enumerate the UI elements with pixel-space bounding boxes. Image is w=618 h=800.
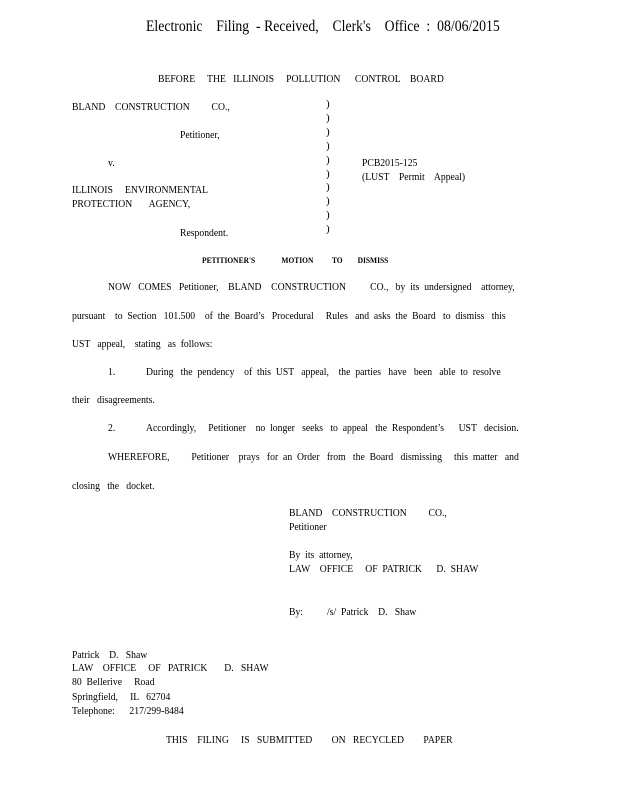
paren-mark: ) xyxy=(326,153,330,166)
paren-mark: ) xyxy=(326,125,330,138)
petitioner-role: Petitioner, xyxy=(180,129,220,141)
signature-party: BLAND CONSTRUCTION CO., xyxy=(289,507,447,519)
paren-mark: ) xyxy=(326,181,330,194)
recycled-paper-footer: THIS FILING IS SUBMITTED ON RECYCLED PAPER xyxy=(166,734,453,746)
case-number: PCB2015-125 xyxy=(362,157,418,169)
signature-by-label: By: xyxy=(289,606,303,618)
case-type: (LUST Permit Appeal) xyxy=(362,171,466,183)
caption-parentheses xyxy=(326,98,336,237)
prayer-line-2: closing the docket. xyxy=(72,480,155,492)
prayer-line-1: WHEREFORE, Petitioner prays for an Order from the Board dismissing this matter and xyxy=(108,451,519,463)
paren-mark: ) xyxy=(326,223,330,236)
versus: v. xyxy=(108,157,115,169)
signature-by-attorney: By its attorney, xyxy=(289,549,353,561)
petitioner-name: BLAND CONSTRUCTION CO., xyxy=(72,101,230,113)
filing-header: Electronic Filing - Received, Clerk's Office : 08/06/2015 xyxy=(146,18,500,35)
contact-phone: Telephone: 217/299-8484 xyxy=(72,705,184,717)
respondent-name-line1: ILLINOIS ENVIRONMENTAL xyxy=(72,184,209,196)
paren-mark: ) xyxy=(326,167,330,180)
contact-city: Springfield, IL 62704 xyxy=(72,691,171,703)
respondent-role: Respondent. xyxy=(180,227,229,239)
item-1-line-1: During the pendency of this UST appeal, the parties have been able to resolve xyxy=(146,366,501,378)
signature-role: Petitioner xyxy=(289,521,327,533)
item-1-line-2: their disagreements. xyxy=(72,394,155,406)
contact-street: 80 Bellerive Road xyxy=(72,676,155,688)
paren-mark: ) xyxy=(326,111,330,124)
signature-signed: /s/ Patrick D. Shaw xyxy=(327,606,417,618)
motion-title: PETITIONER'S MOTION TO DISMISS xyxy=(202,255,389,265)
paren-mark: ) xyxy=(326,139,330,152)
item-2-number: 2. xyxy=(108,422,116,434)
paragraph-1-line-2: pursuant to Section 101.500 of the Board’s Procedural Rules and asks the Board to dismiss this xyxy=(72,310,506,322)
signature-firm: LAW OFFICE OF PATRICK D. SHAW xyxy=(289,563,479,575)
contact-name: Patrick D. Shaw xyxy=(72,649,148,661)
paren-mark: ) xyxy=(326,195,330,208)
court-name: BEFORE THE ILLINOIS POLLUTION CONTROL BOARD xyxy=(158,73,444,85)
item-1-number: 1. xyxy=(108,366,116,378)
item-2-line-1: Accordingly, Petitioner no longer seeks to appeal the Respondent’s UST decision. xyxy=(146,422,519,434)
paragraph-1-line-3: UST appeal, stating as follows: xyxy=(72,338,213,350)
respondent-name-line2: PROTECTION AGENCY, xyxy=(72,198,191,210)
paren-mark: ) xyxy=(326,98,330,110)
paren-mark: ) xyxy=(326,209,330,222)
contact-firm: LAW OFFICE OF PATRICK D. SHAW xyxy=(72,662,269,674)
paragraph-1-line-1: NOW COMES Petitioner, BLAND CONSTRUCTION CO., by its undersigned attorney, xyxy=(108,281,515,293)
